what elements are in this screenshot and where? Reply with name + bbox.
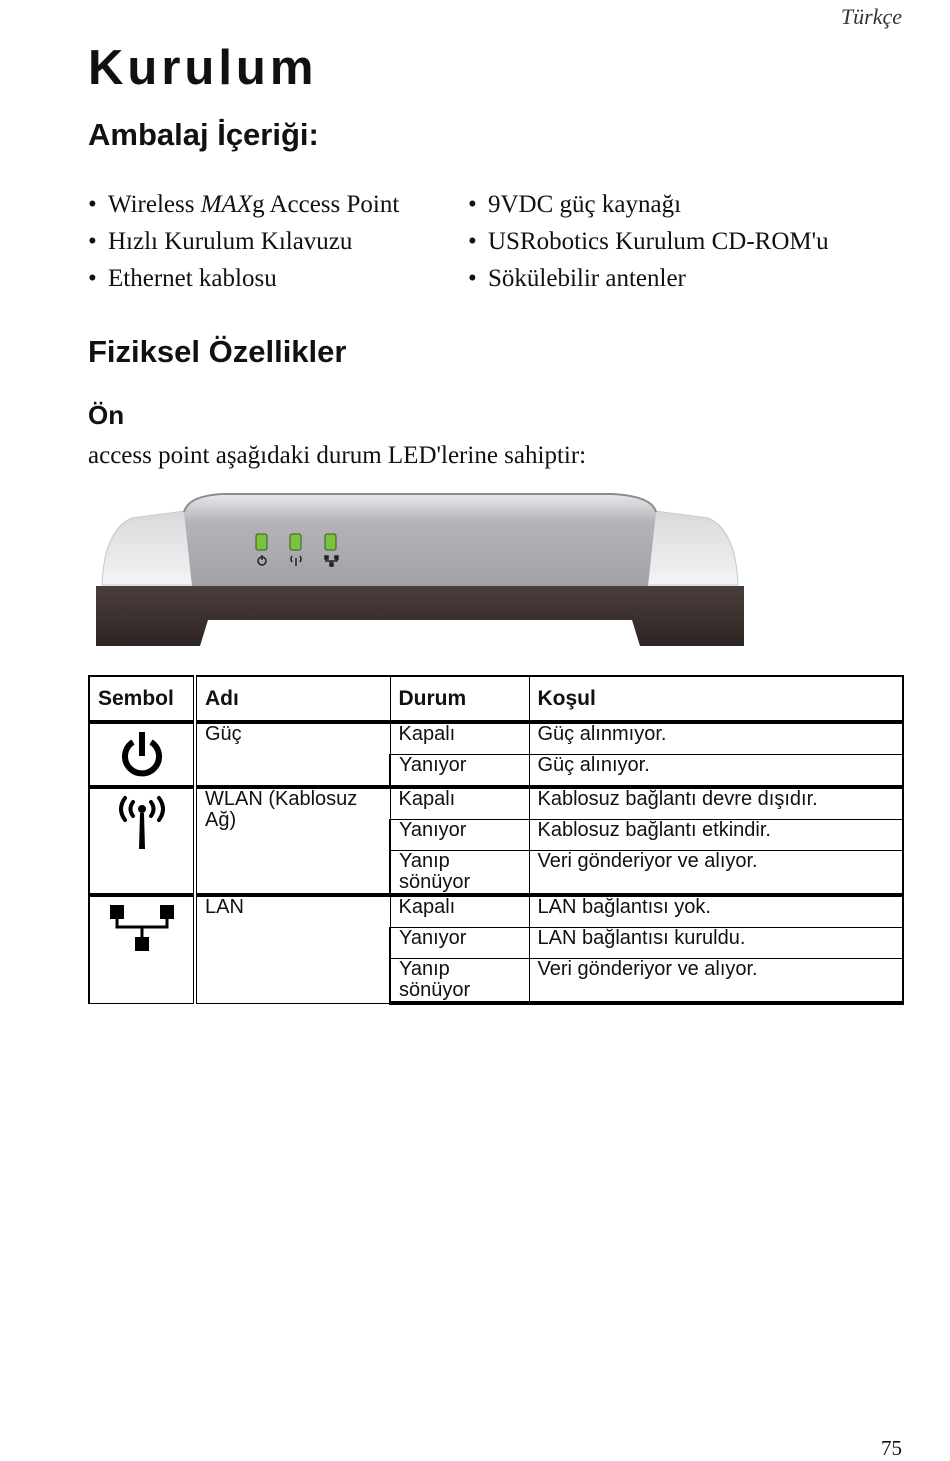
led-condition: LAN bağlantısı kuruldu.: [529, 928, 903, 959]
led-state: Yanıp sönüyor: [390, 959, 529, 1004]
led-condition: Veri gönderiyor ve alıyor.: [529, 851, 903, 896]
front-heading: Ön: [88, 400, 125, 430]
list-item: • Wireless MAXg Access Point: [88, 186, 399, 223]
led-state: Kapalı: [390, 722, 529, 755]
table-row: [89, 722, 903, 755]
list-item: • Sökülebilir antenler: [468, 260, 829, 297]
symbol-cell: [89, 787, 195, 895]
table-row: [89, 895, 903, 928]
led-condition: Kablosuz bağlantı etkindir.: [529, 820, 903, 851]
power-icon: [120, 730, 164, 782]
led-state: Yanıyor: [390, 755, 529, 788]
led-condition: Veri gönderiyor ve alıyor.: [529, 959, 903, 1004]
power-led: [256, 534, 267, 550]
symbol-cell: [89, 722, 195, 787]
column-header-state: Durum: [390, 676, 529, 722]
led-status-table: [88, 675, 904, 1005]
led-condition: Güç alınmıyor.: [529, 722, 903, 755]
led-name: WLAN (Kablosuz Ağ): [195, 787, 390, 895]
list-item: • USRobotics Kurulum CD-ROM'u: [468, 223, 829, 260]
led-state: Kapalı: [390, 895, 529, 928]
led-condition: Güç alınıyor.: [529, 755, 903, 788]
led-name: Güç: [195, 722, 390, 787]
led-state: Kapalı: [390, 787, 529, 820]
column-header-condition: Koşul: [529, 676, 903, 722]
list-item: • Hızlı Kurulum Kılavuzu: [88, 223, 399, 260]
package-contents-heading: Ambalaj İçeriği:: [88, 117, 319, 152]
page-number: 75: [881, 1436, 902, 1460]
wlan-antenna-icon: [112, 795, 172, 851]
led-condition: Kablosuz bağlantı devre dışıdır.: [529, 787, 903, 820]
lan-network-icon: [106, 903, 178, 955]
table-header-row: [89, 676, 903, 722]
symbol-cell: [89, 895, 195, 1003]
access-point-front-image: [92, 490, 748, 652]
led-condition: LAN bağlantısı yok.: [529, 895, 903, 928]
list-item: • Ethernet kablosu: [88, 260, 399, 297]
column-header-symbol: Sembol: [89, 676, 195, 722]
led-intro-text: access point aşağıdaki durum LED'lerine sahiptir:: [88, 442, 587, 469]
lan-led: [325, 534, 336, 550]
package-list-right: [468, 186, 829, 297]
list-item: • 9VDC güç kaynağı: [468, 186, 829, 223]
wlan-led: [290, 534, 301, 550]
page-header-language: Türkçe: [840, 4, 902, 29]
package-list-left: [88, 186, 399, 297]
led-state: Yanıyor: [390, 928, 529, 959]
column-header-name: Adı: [195, 676, 390, 722]
page-title: Kurulum: [88, 41, 318, 95]
physical-features-heading: Fiziksel Özellikler: [88, 334, 347, 369]
led-name: LAN: [195, 895, 390, 1003]
led-state: Yanıyor: [390, 820, 529, 851]
table-row: [89, 787, 903, 820]
led-state: Yanıp sönüyor: [390, 851, 529, 896]
